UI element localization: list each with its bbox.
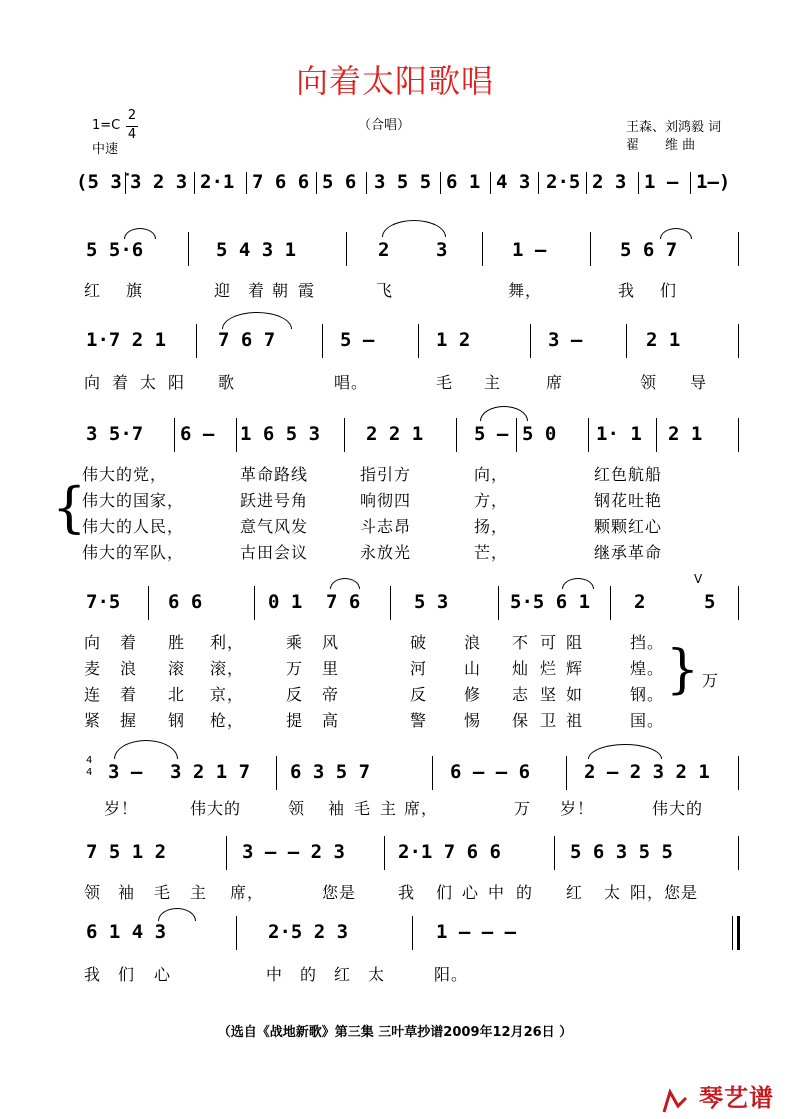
subtitle: （合唱） bbox=[358, 118, 411, 133]
logo-text: 琴艺谱 bbox=[699, 1084, 774, 1112]
composer-credit: 翟 维 曲 bbox=[626, 138, 696, 153]
site-logo bbox=[660, 1078, 774, 1116]
lyricist-credit: 王森、刘鸿毅 词 bbox=[626, 120, 722, 135]
song-title: 向着太阳歌唱 bbox=[295, 62, 494, 100]
breath-mark: V bbox=[694, 572, 703, 586]
source-footer: （选自《战地新歌》第三集 三叶草抄谱2009年12月26日 ） bbox=[217, 1025, 573, 1040]
logo-icon bbox=[660, 1088, 690, 1116]
time-denominator: 4 bbox=[127, 127, 137, 142]
wan-word: 万 bbox=[702, 671, 720, 690]
key-signature: 1=C bbox=[92, 118, 121, 133]
tempo-marking: 中速 bbox=[92, 142, 119, 157]
time-numerator: 2 bbox=[127, 108, 137, 123]
